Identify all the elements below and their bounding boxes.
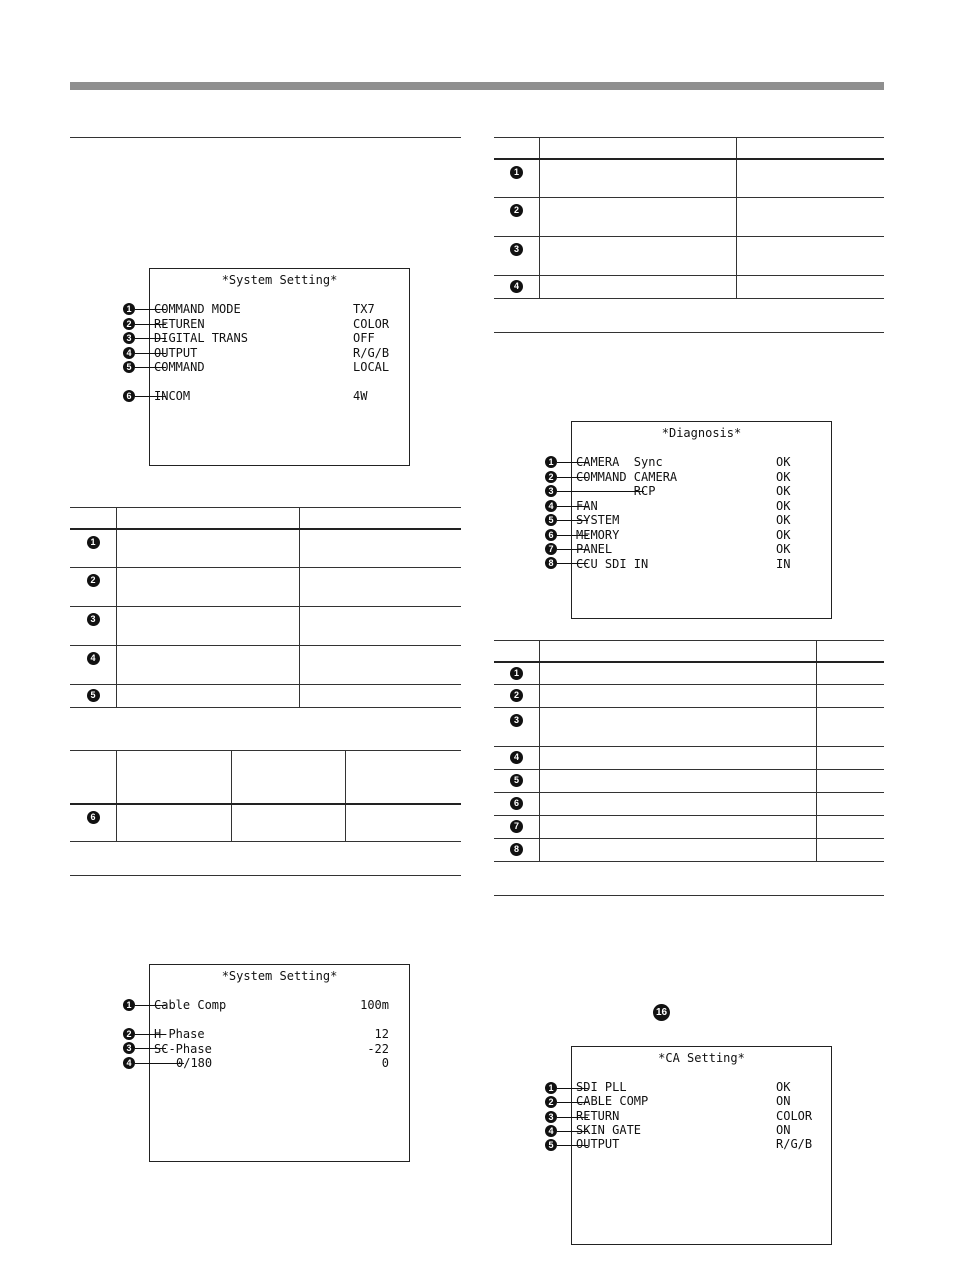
menu-row: COMMAND MODE TX7 (154, 302, 375, 316)
menu-row: OUTPUT R/G/B (154, 346, 390, 360)
callout: 3 (123, 1041, 166, 1055)
callout: 5 (545, 1138, 588, 1152)
callout: 7 (545, 542, 588, 556)
screen-title: *CA Setting* (658, 1051, 745, 1065)
callout: 2 (545, 470, 588, 484)
menu-row: CCU SDI IN IN (576, 557, 791, 571)
system-setting-phase-screen (149, 964, 410, 1162)
menu-row: SC-Phase -22 (154, 1042, 389, 1056)
callout: 8 (545, 556, 588, 570)
menu-row: Cable Comp 100m (154, 998, 389, 1012)
menu-row: SYSTEM OK (576, 513, 791, 527)
menu-row: RETUREN COLOR (154, 317, 390, 331)
callout: 6 (545, 528, 588, 542)
diagnosis-table: 1 2 3 4 5 6 7 8 (494, 640, 884, 862)
menu-row: RCP OK (576, 484, 791, 498)
menu-row: SDI PLL OK (576, 1080, 791, 1094)
settings-table-right: 1 2 3 4 (494, 137, 884, 299)
callout: 5 (545, 513, 588, 527)
menu-row: PANEL OK (576, 542, 791, 556)
menu-row: MEMORY OK (576, 528, 791, 542)
screen-title: *System Setting* (221, 273, 338, 287)
menu-row: 0/180 0 (176, 1056, 389, 1070)
menu-row: COMMAND LOCAL (154, 360, 390, 374)
menu-row: FAN OK (576, 499, 791, 513)
ca-setting-screen (571, 1046, 832, 1245)
settings-table: 1 2 3 4 5 (70, 507, 461, 708)
callout: 1 (545, 455, 588, 469)
callout: 3 (545, 484, 644, 498)
diagnosis-screen (571, 421, 832, 619)
callout: 4 (545, 1124, 588, 1138)
menu-row: INCOM 4W (154, 389, 368, 403)
screen-title: *Diagnosis* (661, 426, 742, 440)
callout: 3 (545, 1110, 588, 1124)
section-rule (70, 875, 461, 876)
menu-row: SKIN GATE ON (576, 1123, 791, 1137)
callout: 5 (123, 360, 166, 374)
section-rule (494, 895, 884, 896)
callout: 3 (123, 331, 166, 345)
section-rule (494, 332, 884, 333)
callout: 2 (123, 1027, 166, 1041)
reference-badge: 16 (653, 1004, 670, 1021)
menu-row: DIGITAL TRANS OFF (154, 331, 375, 345)
callout: 4 (123, 346, 166, 360)
callout: 6 (123, 389, 166, 403)
callout: 4 (123, 1056, 184, 1070)
system-setting-screen (149, 268, 410, 466)
screen-title: *System Setting* (221, 969, 338, 983)
callout: 2 (545, 1095, 588, 1109)
callout: 4 (545, 499, 588, 513)
menu-row: H-Phase 12 (154, 1027, 389, 1041)
callout: 1 (123, 302, 166, 316)
section-rule (70, 137, 461, 138)
menu-row: CAMERA Sync OK (576, 455, 791, 469)
menu-row: OUTPUT R/G/B (576, 1137, 813, 1151)
incom-table: 6 (70, 750, 461, 842)
menu-row: CABLE COMP ON (576, 1094, 791, 1108)
callout: 2 (123, 317, 166, 331)
callout: 1 (545, 1081, 588, 1095)
header-bar (70, 82, 884, 90)
callout: 1 (123, 998, 166, 1012)
menu-row: COMMAND CAMERA OK (576, 470, 791, 484)
menu-row: RETURN COLOR (576, 1109, 813, 1123)
